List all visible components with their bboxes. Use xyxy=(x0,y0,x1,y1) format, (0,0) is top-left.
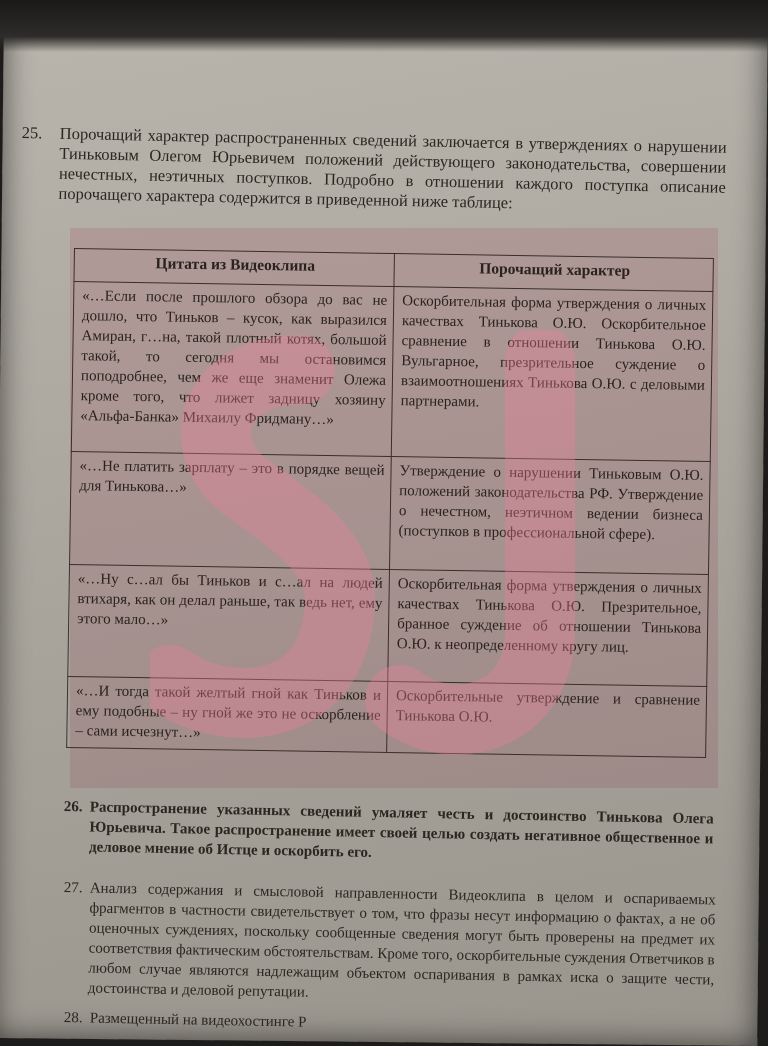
paragraph-text: Размещенный на видеохостинге Р xyxy=(89,1010,307,1031)
character-cell: Оскорбительная форма утверждения о личных качествах Тинькова О.Ю. Презрительное, бранное суждение об отношении Тинькова О.Ю. к неопределенному кругу лиц. xyxy=(388,569,709,686)
paragraph-25 xyxy=(20,123,727,218)
quote-cell: «…И тогда такой желтый гной как Тиньков и ему подобные – ну гной же это не оскорбление – сами исчезнут…» xyxy=(67,676,388,752)
quote-cell: «…Ну с…ал бы Тиньков и с…ал на людей втихаря, как он делал раньше, так ведь нет, ему этого мало…» xyxy=(68,564,390,681)
header-quote: Цитата из Видеоклипа xyxy=(74,249,394,287)
paragraph-text: Анализ содержания и смысловой направленности Видеоклипа в целом и оспариваемых фрагментов в частности свидетельствует о том, что фразы несут информацию о фактах, а не об оценочных суждениях, поскольку сообщенные сведения могут быть проверены на предмет их соответствия фактическим обстоятельствам. Кроме того, оскорбительные суждения Ответчиков в любом случае являются надлежащим объектом оспаривания в рамках иска о защите чести, достоинства и деловой репутации. xyxy=(87,880,716,1001)
paragraph-26 xyxy=(63,797,714,869)
watermark-letter-j xyxy=(400,360,540,720)
paragraph-text: Распространение указанных сведений умаляет честь и достоинство Тинькова Олега Юрьевича. Такое распространение имеет своей целью создать негативное общественное и деловое мнение об Истце и оскорбить его. xyxy=(88,799,714,861)
quote-cell: «…Не платить зарплату – это в порядке вещей для Тинькова…» xyxy=(70,451,392,569)
paragraph-number: 25. xyxy=(21,123,43,143)
paragraph-number: 26. xyxy=(63,798,83,816)
paragraph-text: Порочащий характер распространенных сведений заключается в утверждениях о нарушении Тиньковым Олегом Юрьевичем положений действующего законодательства, совершении нечестных, неэтичных поступков. Подробно в отношении каждого поступка описание порочащего характера содержится в приведенной ниже таблице: xyxy=(58,123,727,213)
paragraph-27 xyxy=(62,878,716,1010)
quote-cell: «…Если после прошлого обзора до вас не дошло, что Тиньков – кусок, как выразился Амиран, г…на, такой плотный котях, большой такой, то сегодня мы остановимся поподробнее, чем же еще знаменит Олежа кроме того, что лижет задницу хозяину «Альфа-Банка» Михаилу Фридману…» xyxy=(71,282,394,457)
header-character: Порочащий характер xyxy=(394,254,713,292)
watermark-logo xyxy=(150,330,630,760)
character-cell: Оскорбительные утверждение и сравнение Тинькова О.Ю. xyxy=(387,681,707,757)
paragraph-number: 28. xyxy=(63,1009,83,1027)
watermark-letter-s xyxy=(170,370,340,703)
character-cell: Утверждение о нарушении Тиньковым О.Ю. положений законодательства РФ. Утверждение о нечестном, неэтичном ведении бизнеса (поступков в профессиональной сфере). xyxy=(389,457,710,575)
character-cell: Оскорбительная форма утверждения о личных качествах Тинькова О.Ю. Оскорбительное сравнение в отношении Тинькова О.Ю. Вульгарное, презрительное суждение о взаимоотношениях Тинькова О.Ю. с деловыми партнерами. xyxy=(391,287,713,462)
paragraph-number: 27. xyxy=(63,879,83,897)
